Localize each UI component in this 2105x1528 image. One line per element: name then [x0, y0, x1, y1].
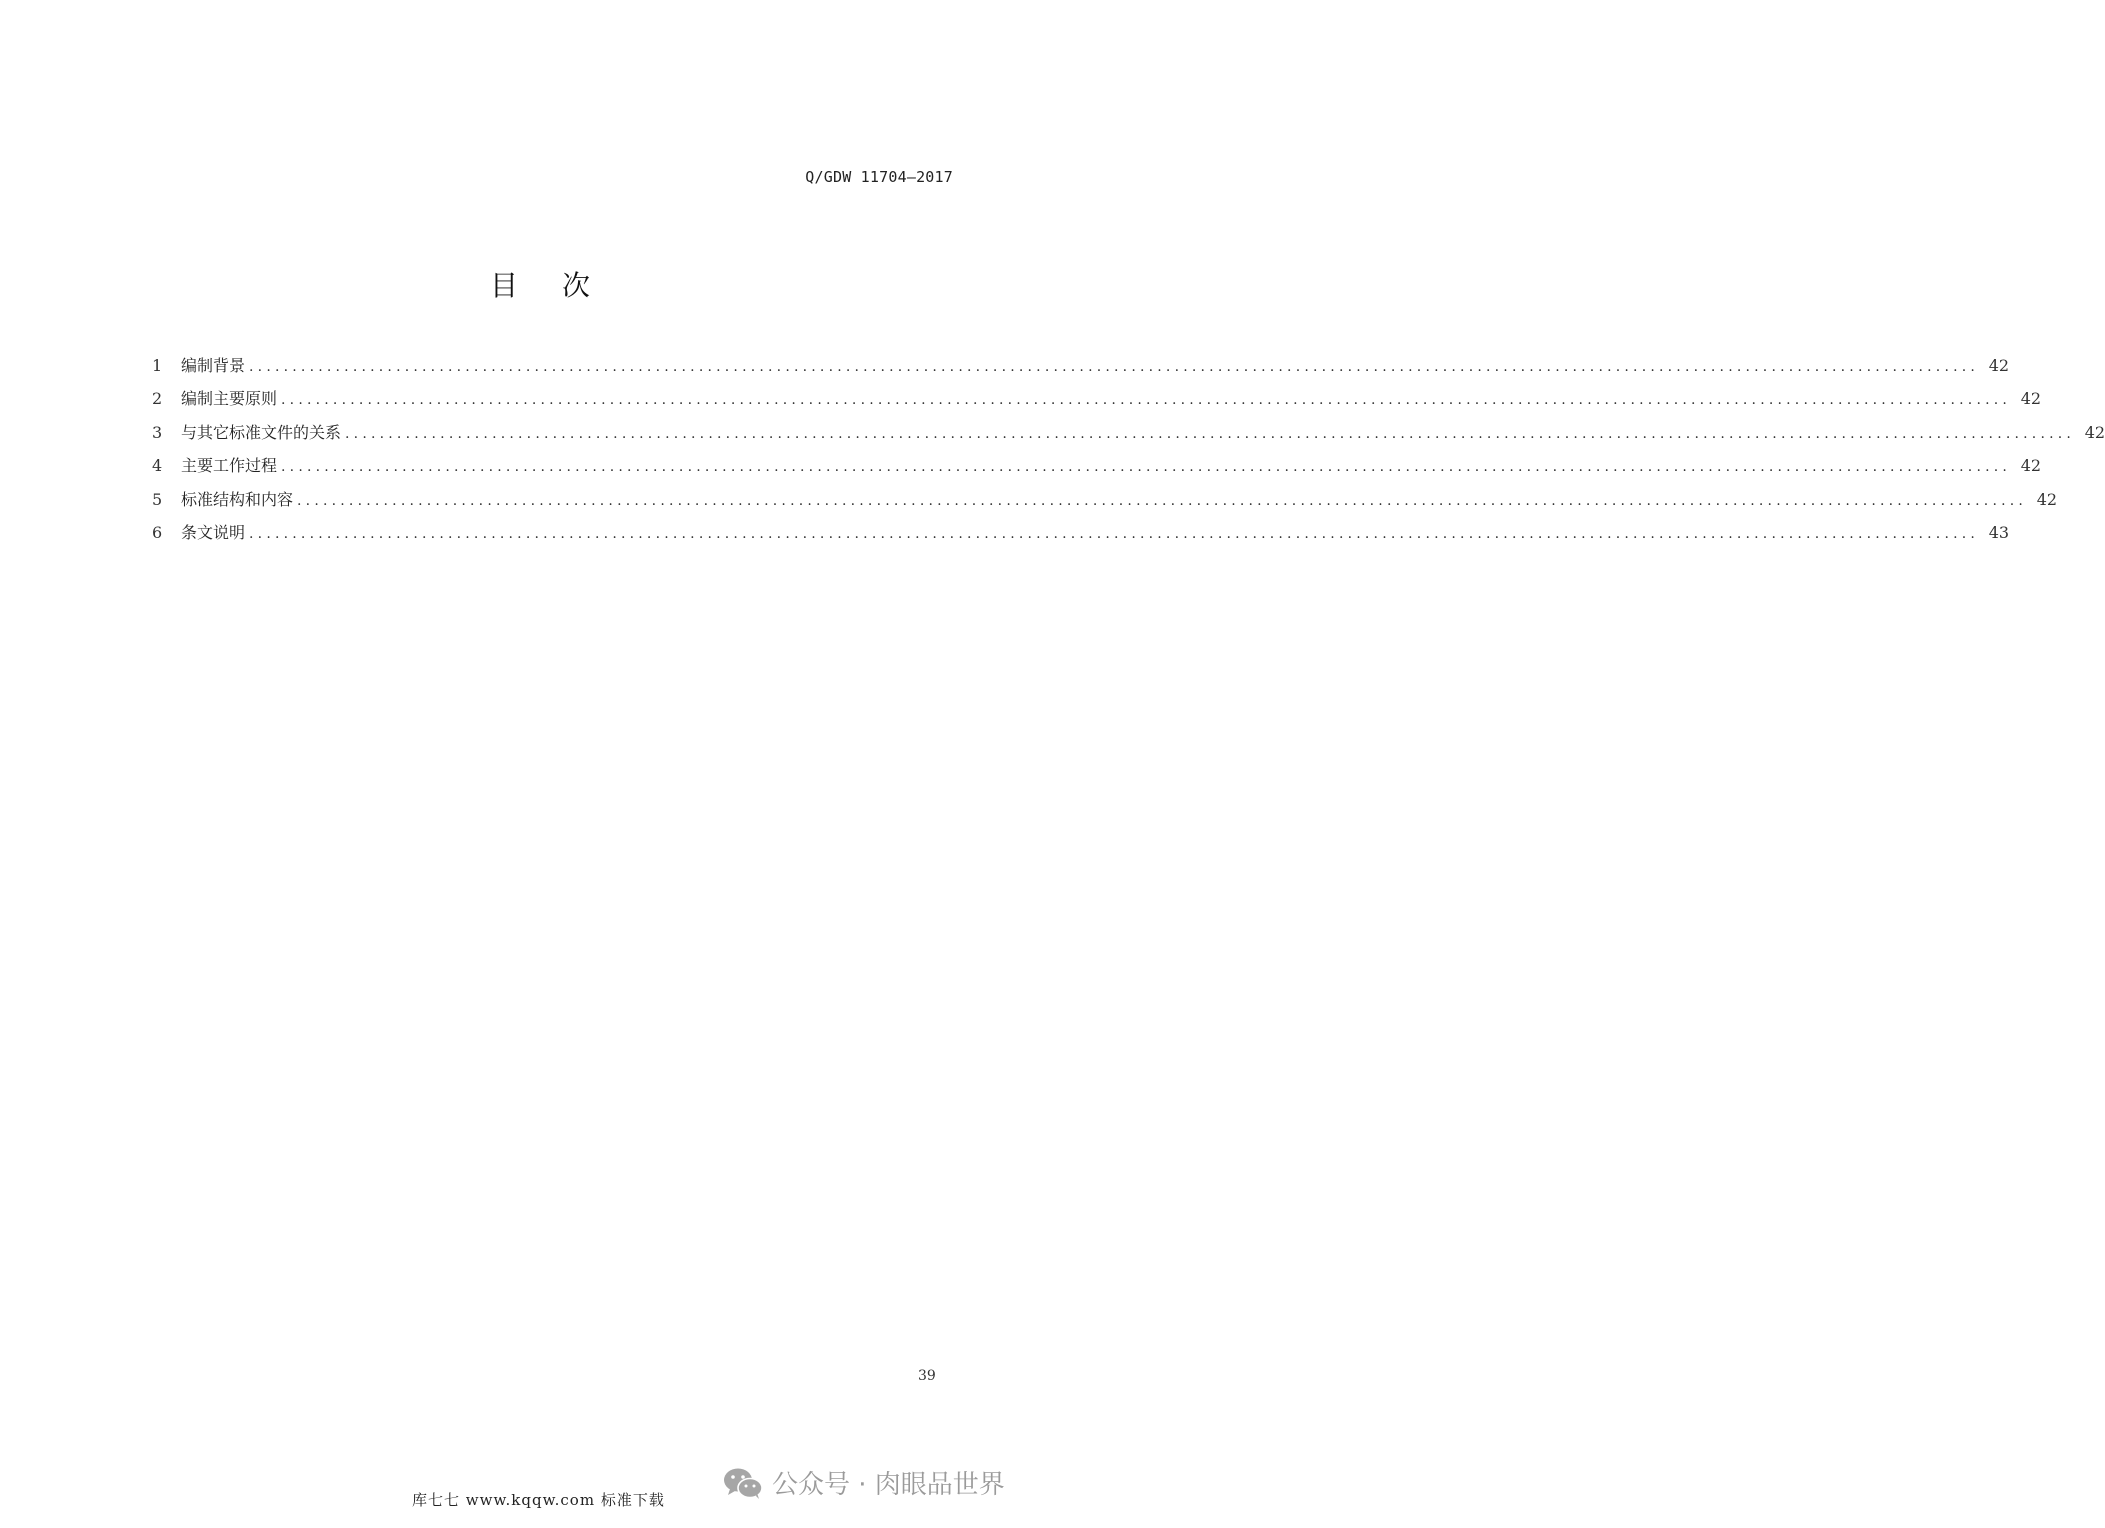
- toc-entry-label: 条文说明: [181, 522, 246, 542]
- toc-dot-leader: ........................................................................................................................................................................................................: [345, 425, 2076, 442]
- watermark: [722, 1464, 1005, 1501]
- document-id: Q/GDW 11704—2017: [805, 168, 953, 186]
- toc-entry[interactable]: [152, 519, 2010, 552]
- toc-entry-number: 3: [152, 422, 163, 442]
- toc-dot-leader: ........................................................................................................................................................................................................: [281, 459, 2012, 476]
- toc-entry-label: 与其它标准文件的关系: [181, 422, 342, 442]
- toc-entry-page: 42: [2084, 422, 2105, 442]
- wechat-icon: [722, 1466, 764, 1500]
- toc-dot-leader: ........................................................................................................................................................................................................: [249, 525, 1980, 542]
- toc-entry-number: 6: [152, 522, 163, 542]
- toc-entry-page: 42: [1988, 356, 2010, 375]
- toc-dot-leader: ........................................................................................................................................................................................................: [281, 392, 2012, 409]
- toc-entry-label: 主要工作过程: [181, 456, 278, 476]
- toc-entry[interactable]: [152, 486, 2058, 519]
- toc-entry-page: 42: [2020, 456, 2042, 476]
- toc-entry[interactable]: [152, 352, 2010, 385]
- footer-source-text: 库七七 www.kqqw.com 标准下载: [412, 1491, 665, 1509]
- toc-entry-number: 5: [152, 489, 163, 509]
- page-number: 39: [918, 1368, 936, 1384]
- toc-dot-leader: ........................................................................................................................................................................................................: [297, 492, 2028, 509]
- toc-title: 目次: [489, 269, 634, 302]
- toc-entry-label: 编制主要原则: [181, 389, 278, 409]
- toc-entry-label: 标准结构和内容: [181, 489, 294, 509]
- toc-entry-page: 43: [1988, 522, 2010, 542]
- toc-entry[interactable]: [152, 385, 2042, 418]
- table-of-contents: [152, 352, 2105, 552]
- toc-dot-leader: ........................................................................................................................................................................................................: [249, 359, 1980, 375]
- toc-entry-number: 2: [152, 389, 163, 409]
- toc-entry-number: 1: [152, 356, 163, 375]
- watermark-text: 公众号 · 肉眼品世界: [772, 1470, 1005, 1500]
- toc-entry-page: 42: [2020, 389, 2042, 409]
- toc-entry[interactable]: [152, 452, 2042, 485]
- toc-entry-page: 42: [2036, 489, 2058, 509]
- toc-entry-number: 4: [152, 456, 163, 476]
- toc-entry-label: 编制背景: [181, 356, 246, 375]
- toc-entry[interactable]: [152, 419, 2105, 452]
